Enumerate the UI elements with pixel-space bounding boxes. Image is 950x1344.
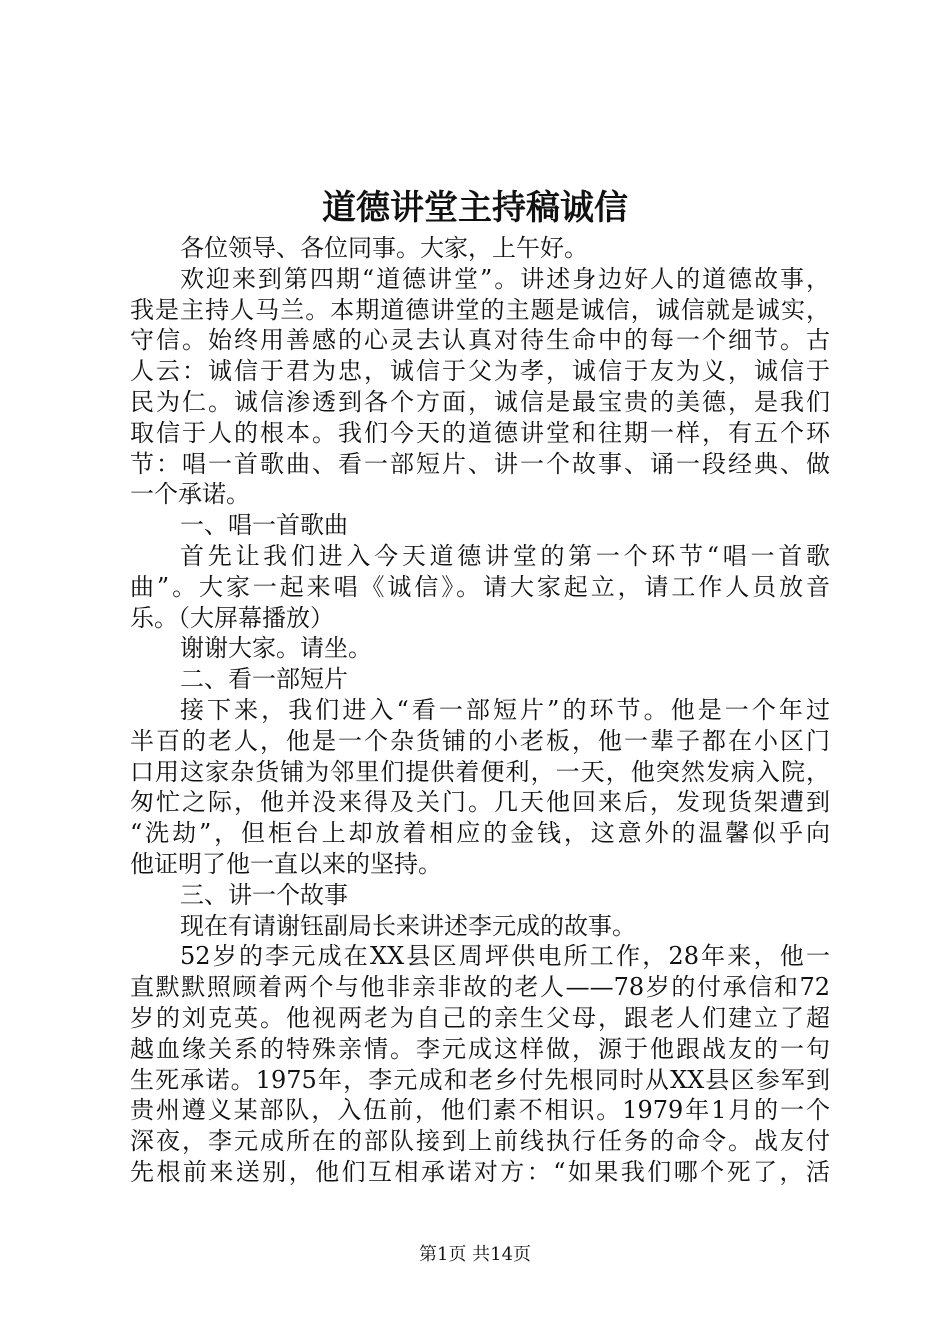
paragraph-line: 52岁的李元成在XX县区周坪供电所工作，28年来，他一 xyxy=(180,942,830,971)
paragraph-line: 生死承诺。1975年，李元成和老乡付先根同时从XX县区参军到 xyxy=(130,1065,830,1094)
paragraph-line: 半百的老人，他是一个杂货铺的小老板，他一辈子都在小区门 xyxy=(130,726,830,755)
paragraph-line: 谢谢大家。请坐。 xyxy=(180,634,372,663)
paragraph-line: 接下来，我们进入“看一部短片”的环节。他是一个年过 xyxy=(180,695,830,724)
paragraph-line: 岁的刘克英。他视两老为自己的亲生父母，跟老人们建立了超 xyxy=(130,1003,830,1032)
paragraph-line: 先根前来送别，他们互相承诺对方：“如果我们哪个死了，活 xyxy=(130,1157,830,1186)
paragraph-line: 各位领导、各位同事。大家，上午好。 xyxy=(180,234,588,262)
section-heading: 二、看一部短片 xyxy=(180,665,348,694)
paragraph-line: 取信于人的根本。我们今天的道德讲堂和往期一样，有五个环 xyxy=(130,418,830,447)
paragraph-line: “洗劫”，但柜台上却放着相应的金钱，这意外的温馨似乎向 xyxy=(130,819,830,848)
paragraph-line: 我是主持人马兰。本期道德讲堂的主题是诚信，诚信就是诚实， xyxy=(130,295,830,324)
paragraph-line: 越血缘关系的特殊亲情。李元成这样做，源于他跟战友的一句 xyxy=(130,1034,830,1063)
paragraph-line: 欢迎来到第四期“道德讲堂”。讲述身边好人的道德故事， xyxy=(180,264,830,293)
paragraph-line: 首先让我们进入今天道德讲堂的第一个环节“唱一首歌 xyxy=(180,541,830,570)
paragraph-line: 乐。（大屏幕播放） xyxy=(130,603,334,632)
paragraph-line: 他证明了他一直以来的坚持。 xyxy=(130,849,442,878)
paragraph-line: 守信。始终用善感的心灵去认真对待生命中的每一个细节。古 xyxy=(130,326,830,355)
document-body xyxy=(130,233,830,1188)
paragraph-line: 深夜，李元成所在的部队接到上前线执行任务的命令。战友付 xyxy=(130,1127,830,1156)
paragraph-line: 民为仁。诚信渗透到各个方面，诚信是最宝贵的美德，是我们 xyxy=(130,387,830,416)
paragraph-line: 现在有请谢钰副局长来讲述李元成的故事。 xyxy=(180,911,636,940)
section-heading: 三、讲一个故事 xyxy=(180,880,348,909)
section-heading: 一、唱一首歌曲 xyxy=(180,511,348,540)
paragraph-line: 直默默照顾着两个与他非亲非故的老人——78岁的付承信和72 xyxy=(130,973,830,1002)
paragraph-line: 节：唱一首歌曲、看一部短片、讲一个故事、诵一段经典、做 xyxy=(130,449,830,478)
page-footer: 第1页 共14页 xyxy=(418,1244,532,1265)
paragraph-line: 一个承诺。 xyxy=(130,480,250,509)
paragraph-line: 口用这家杂货铺为邻里们提供着便利，一天，他突然发病入院， xyxy=(130,757,830,786)
document-title: 道德讲堂主持稿诚信 xyxy=(322,188,628,228)
paragraph-line: 曲”。大家一起来唱《诚信》。请大家起立，请工作人员放音 xyxy=(130,572,830,601)
paragraph-line: 人云：诚信于君为忠，诚信于父为孝，诚信于友为义，诚信于 xyxy=(130,357,830,386)
paragraph-line: 贵州遵义某部队，入伍前，他们素不相识。1979年1月的一个 xyxy=(130,1096,830,1125)
paragraph-line: 匆忙之际，他并没来得及关门。几天他回来后，发现货架遭到 xyxy=(130,788,830,817)
